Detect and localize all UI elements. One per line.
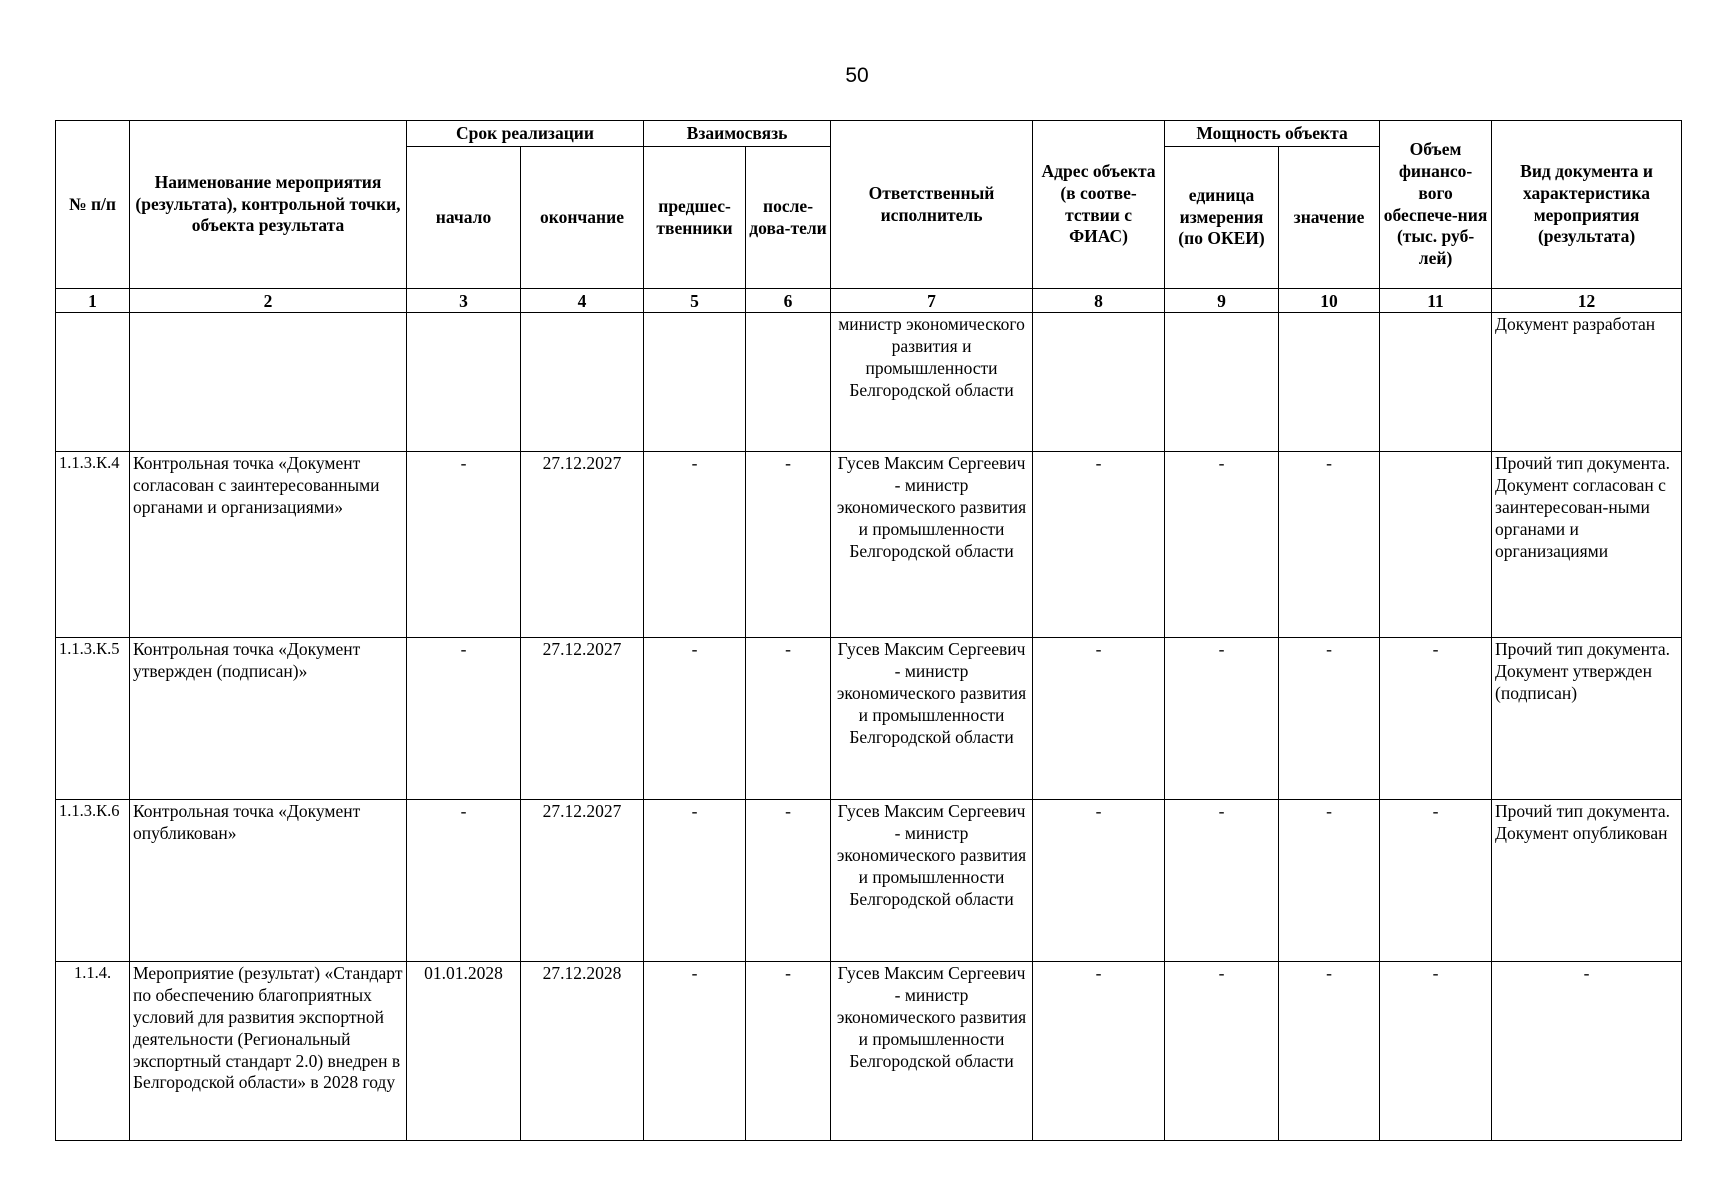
cell-name: Контрольная точка «Документ утвержден (подписан)» bbox=[130, 638, 407, 800]
cell-start: - bbox=[407, 800, 521, 962]
cell-end: 27.12.2028 bbox=[521, 962, 644, 1141]
cell-num: 1.1.3.К.4 bbox=[56, 452, 130, 638]
cell-successors: - bbox=[746, 962, 831, 1141]
cell-value bbox=[1279, 313, 1380, 452]
cell-unit: - bbox=[1165, 800, 1279, 962]
cell-address: - bbox=[1033, 638, 1165, 800]
header-start: начало bbox=[407, 147, 521, 289]
cell-responsible: Гусев Максим Сергеевич - министр экономического развития и промышленности Белгородской области bbox=[831, 452, 1033, 638]
cell-successors: - bbox=[746, 800, 831, 962]
cell-end: 27.12.2027 bbox=[521, 452, 644, 638]
cell-value: - bbox=[1279, 452, 1380, 638]
header-unit: единица измерения (по ОКЕИ) bbox=[1165, 147, 1279, 289]
cell-address bbox=[1033, 313, 1165, 452]
column-number: 6 bbox=[746, 289, 831, 313]
column-number: 12 bbox=[1492, 289, 1682, 313]
cell-start bbox=[407, 313, 521, 452]
cell-unit: - bbox=[1165, 962, 1279, 1141]
cell-start: 01.01.2028 bbox=[407, 962, 521, 1141]
header-predecessors: предшес-твенники bbox=[644, 147, 746, 289]
column-number: 4 bbox=[521, 289, 644, 313]
page-number: 50 bbox=[845, 64, 869, 87]
cell-doc-type: - bbox=[1492, 962, 1682, 1141]
cell-predecessors: - bbox=[644, 800, 746, 962]
cell-predecessors: - bbox=[644, 452, 746, 638]
cell-responsible: Гусев Максим Сергеевич - министр экономического развития и промышленности Белгородской области bbox=[831, 962, 1033, 1141]
header-finance: Объем финансо-вого обеспече-ния (тыс. руб-лей) bbox=[1380, 121, 1492, 289]
header-num: № п/п bbox=[56, 121, 130, 289]
cell-unit: - bbox=[1165, 638, 1279, 800]
column-number: 7 bbox=[831, 289, 1033, 313]
cell-name: Мероприятие (результат) «Стандарт по обеспечению благоприятных условий для развития экспортной деятельности (Региональный экспортный стандарт 2.0) внедрен в Белгородской области» в 2028 году bbox=[130, 962, 407, 1141]
cell-finance: - bbox=[1380, 638, 1492, 800]
header-term-group: Срок реализации bbox=[407, 121, 644, 147]
header-address: Адрес объекта (в соотве-тствии с ФИАС) bbox=[1033, 121, 1165, 289]
header-doc-type: Вид документа и характеристика мероприятия (результата) bbox=[1492, 121, 1682, 289]
cell-unit bbox=[1165, 313, 1279, 452]
cell-finance: - bbox=[1380, 800, 1492, 962]
header-link-group: Взаимосвязь bbox=[644, 121, 831, 147]
column-number-row bbox=[56, 289, 1682, 313]
cell-doc-type: Прочий тип документа. Документ согласован с заинтересован-ными органами и организациями bbox=[1492, 452, 1682, 638]
cell-end: 27.12.2027 bbox=[521, 638, 644, 800]
cell-address: - bbox=[1033, 962, 1165, 1141]
cell-doc-type: Документ разработан bbox=[1492, 313, 1682, 452]
cell-start: - bbox=[407, 638, 521, 800]
cell-start: - bbox=[407, 452, 521, 638]
cell-address: - bbox=[1033, 452, 1165, 638]
header-name: Наименование мероприятия (результата), контрольной точки, объекта результата bbox=[130, 121, 407, 289]
column-number: 3 bbox=[407, 289, 521, 313]
cell-end bbox=[521, 313, 644, 452]
cell-num: 1.1.4. bbox=[56, 962, 130, 1141]
cell-responsible: Гусев Максим Сергеевич - министр экономического развития и промышленности Белгородской области bbox=[831, 638, 1033, 800]
cell-successors bbox=[746, 313, 831, 452]
table-row bbox=[56, 800, 1682, 962]
cell-doc-type: Прочий тип документа. Документ утвержден (подписан) bbox=[1492, 638, 1682, 800]
cell-num: 1.1.3.К.5 bbox=[56, 638, 130, 800]
header-capacity-group: Мощность объекта bbox=[1165, 121, 1380, 147]
table-row bbox=[56, 638, 1682, 800]
column-number: 5 bbox=[644, 289, 746, 313]
table-row bbox=[56, 962, 1682, 1141]
cell-responsible: Гусев Максим Сергеевич - министр экономического развития и промышленности Белгородской области bbox=[831, 800, 1033, 962]
header-value: значение bbox=[1279, 147, 1380, 289]
column-number: 8 bbox=[1033, 289, 1165, 313]
cell-finance bbox=[1380, 452, 1492, 638]
header-responsible: Ответственный исполнитель bbox=[831, 121, 1033, 289]
cell-address: - bbox=[1033, 800, 1165, 962]
column-number: 2 bbox=[130, 289, 407, 313]
cell-finance bbox=[1380, 313, 1492, 452]
header-successors: после-дова-тели bbox=[746, 147, 831, 289]
cell-predecessors: - bbox=[644, 962, 746, 1141]
cell-num bbox=[56, 313, 130, 452]
table-row bbox=[56, 313, 1682, 452]
cell-responsible: министр экономического развития и промышленности Белгородской области bbox=[831, 313, 1033, 452]
cell-name: Контрольная точка «Документ согласован с заинтересованными органами и организациями» bbox=[130, 452, 407, 638]
column-number: 9 bbox=[1165, 289, 1279, 313]
cell-unit: - bbox=[1165, 452, 1279, 638]
header-end: окончание bbox=[521, 147, 644, 289]
column-number: 1 bbox=[56, 289, 130, 313]
cell-value: - bbox=[1279, 638, 1380, 800]
cell-predecessors: - bbox=[644, 638, 746, 800]
cell-finance: - bbox=[1380, 962, 1492, 1141]
cell-predecessors bbox=[644, 313, 746, 452]
cell-value: - bbox=[1279, 962, 1380, 1141]
cell-end: 27.12.2027 bbox=[521, 800, 644, 962]
cell-successors: - bbox=[746, 638, 831, 800]
column-number: 11 bbox=[1380, 289, 1492, 313]
table-row bbox=[56, 452, 1682, 638]
cell-value: - bbox=[1279, 800, 1380, 962]
column-number: 10 bbox=[1279, 289, 1380, 313]
plan-table bbox=[55, 120, 1682, 1141]
cell-num: 1.1.3.К.6 bbox=[56, 800, 130, 962]
cell-successors: - bbox=[746, 452, 831, 638]
cell-name bbox=[130, 313, 407, 452]
cell-doc-type: Прочий тип документа. Документ опубликован bbox=[1492, 800, 1682, 962]
cell-name: Контрольная точка «Документ опубликован» bbox=[130, 800, 407, 962]
